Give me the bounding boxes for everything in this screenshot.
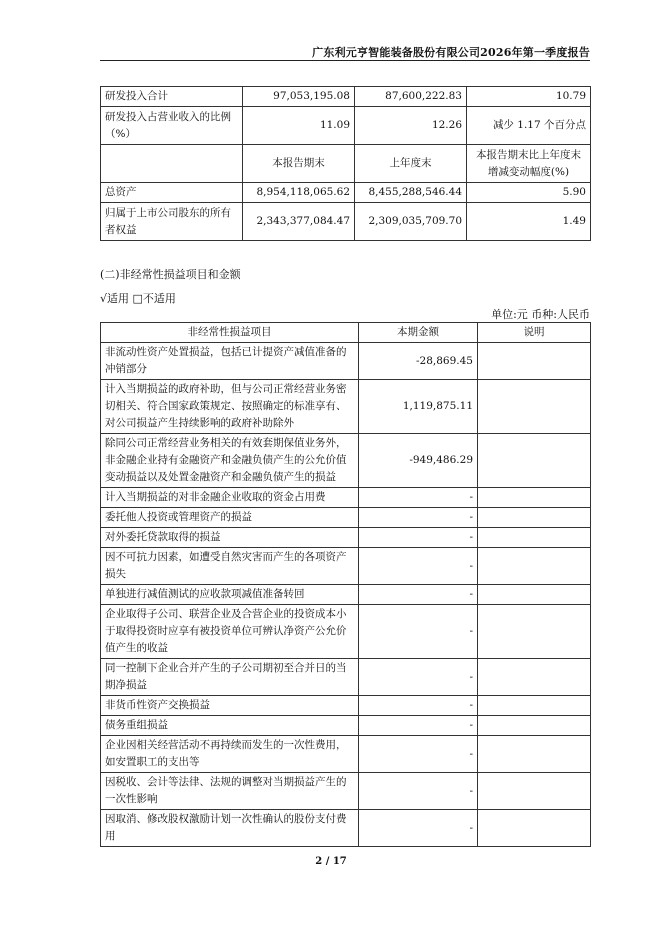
table-body [101, 343, 591, 847]
row-item-label: 计入当期损益的政府补助，但与公司正常经营业务密切相关、符合国家政策规定、按照确定的标准享有、对公司损益产生持续影响的政府补助除外 [101, 380, 359, 434]
table-row [101, 810, 591, 847]
row-item-label: 同一控制下企业合并产生的子公司期初至合并日的当期净损益 [101, 659, 359, 696]
current-value: 8,954,118,065.62 [243, 183, 355, 203]
current-value: 97,053,195.08 [243, 87, 355, 107]
row-amount: - [359, 548, 478, 585]
section-heading: (二)非经常性损益项目和金额 [100, 268, 241, 281]
row-item-label: 债务重组损益 [101, 716, 359, 736]
row-item-label: 对外委托贷款取得的损益 [101, 528, 359, 548]
row-note [478, 548, 591, 585]
table-row [101, 203, 591, 241]
unit-currency-line: 单位:元 币种:人民币 [491, 308, 590, 321]
table-row [101, 343, 591, 380]
table-row [101, 380, 591, 434]
row-note [478, 773, 591, 810]
previous-value: 87,600,222.83 [355, 87, 467, 107]
row-note [478, 434, 591, 488]
row-item-label: 除同公司正常经营业务相关的有效套期保值业务外，非金融企业持有金融资产和金融负债产生的公允价值变动损益以及处置金融资产和金融负债产生的损益 [101, 434, 359, 488]
row-item-label: 因税收、会计等法律、法规的调整对当期损益产生的一次性影响 [101, 773, 359, 810]
row-amount: -28,869.45 [359, 343, 478, 380]
table-row [101, 605, 591, 659]
row-amount: - [359, 528, 478, 548]
table-row [101, 107, 591, 145]
row-item-label: 计入当期损益的对非金融企业收取的资金占用费 [101, 488, 359, 508]
table-row [101, 528, 591, 548]
non-recurring-gains-table [100, 322, 591, 847]
col-header-item: 非经常性损益项目 [101, 323, 359, 343]
change-value: 减少 1.17 个百分点 [467, 107, 591, 145]
table-row [101, 183, 591, 203]
row-item-label: 委托他人投资或管理资产的损益 [101, 508, 359, 528]
page-number: 2 / 17 [315, 856, 347, 867]
row-amount: - [359, 773, 478, 810]
table-row [101, 488, 591, 508]
row-amount: - [359, 810, 478, 847]
applicability-checkbox-line: √适用 □不适用 [100, 292, 176, 305]
row-amount: - [359, 488, 478, 508]
col-header-change: 本报告期末比上年度末增减变动幅度(%) [467, 145, 591, 183]
table-row [101, 736, 591, 773]
previous-value: 2,309,035,709.70 [355, 203, 467, 241]
current-value: 11.09 [243, 107, 355, 145]
change-value: 1.49 [467, 203, 591, 241]
blank-cell [101, 145, 243, 183]
row-item-label: 企业因相关经营活动不再持续而发生的一次性费用，如安置职工的支出等 [101, 736, 359, 773]
row-item-label: 因取消、修改股权激励计划一次性确认的股份支付费用 [101, 810, 359, 847]
row-note [478, 380, 591, 434]
col-header-current: 本报告期末 [243, 145, 355, 183]
change-value: 10.79 [467, 87, 591, 107]
row-note [478, 488, 591, 508]
row-label: 研发投入占营业收入的比例（%） [101, 107, 243, 145]
row-note [478, 810, 591, 847]
row-note [478, 585, 591, 605]
row-amount: - [359, 696, 478, 716]
table-row [101, 548, 591, 585]
row-note [478, 716, 591, 736]
asset-header-row [101, 145, 591, 183]
row-amount: - [359, 659, 478, 696]
row-amount: - [359, 585, 478, 605]
row-label: 归属于上市公司股东的所有者权益 [101, 203, 243, 241]
row-note [478, 659, 591, 696]
row-note [478, 696, 591, 716]
table-row [101, 87, 591, 107]
table-row [101, 585, 591, 605]
row-label: 总资产 [101, 183, 243, 203]
row-item-label: 因不可抗力因素，如遭受自然灾害而产生的各项资产损失 [101, 548, 359, 585]
rd-asset-table [100, 86, 591, 241]
row-item-label: 企业取得子公司、联营企业及合营企业的投资成本小于取得投资时应享有被投资单位可辨认净资产公允价值产生的收益 [101, 605, 359, 659]
col-header-previous: 上年度末 [355, 145, 467, 183]
previous-value: 12.26 [355, 107, 467, 145]
document-header-title: 广东利元亨智能装备股份有限公司2026年第一季度报告 [312, 46, 590, 59]
row-amount: - [359, 605, 478, 659]
row-note [478, 736, 591, 773]
table-row [101, 508, 591, 528]
table-row [101, 716, 591, 736]
row-item-label: 非流动性资产处置损益，包括已计提资产减值准备的冲销部分 [101, 343, 359, 380]
row-item-label: 非货币性资产交换损益 [101, 696, 359, 716]
table-header-row [101, 323, 591, 343]
row-note [478, 343, 591, 380]
header-divider [100, 60, 590, 61]
previous-value: 8,455,288,546.44 [355, 183, 467, 203]
row-amount: 1,119,875.11 [359, 380, 478, 434]
row-amount: - [359, 508, 478, 528]
row-note [478, 508, 591, 528]
table-row [101, 434, 591, 488]
row-note [478, 528, 591, 548]
row-label: 研发投入合计 [101, 87, 243, 107]
col-header-note: 说明 [478, 323, 591, 343]
row-amount: -949,486.29 [359, 434, 478, 488]
current-value: 2,343,377,084.47 [243, 203, 355, 241]
table-row [101, 659, 591, 696]
row-item-label: 单独进行减值测试的应收款项减值准备转回 [101, 585, 359, 605]
change-value: 5.90 [467, 183, 591, 203]
table-row [101, 773, 591, 810]
row-amount: - [359, 716, 478, 736]
col-header-amount: 本期金额 [359, 323, 478, 343]
table-row [101, 696, 591, 716]
row-note [478, 605, 591, 659]
row-amount: - [359, 736, 478, 773]
